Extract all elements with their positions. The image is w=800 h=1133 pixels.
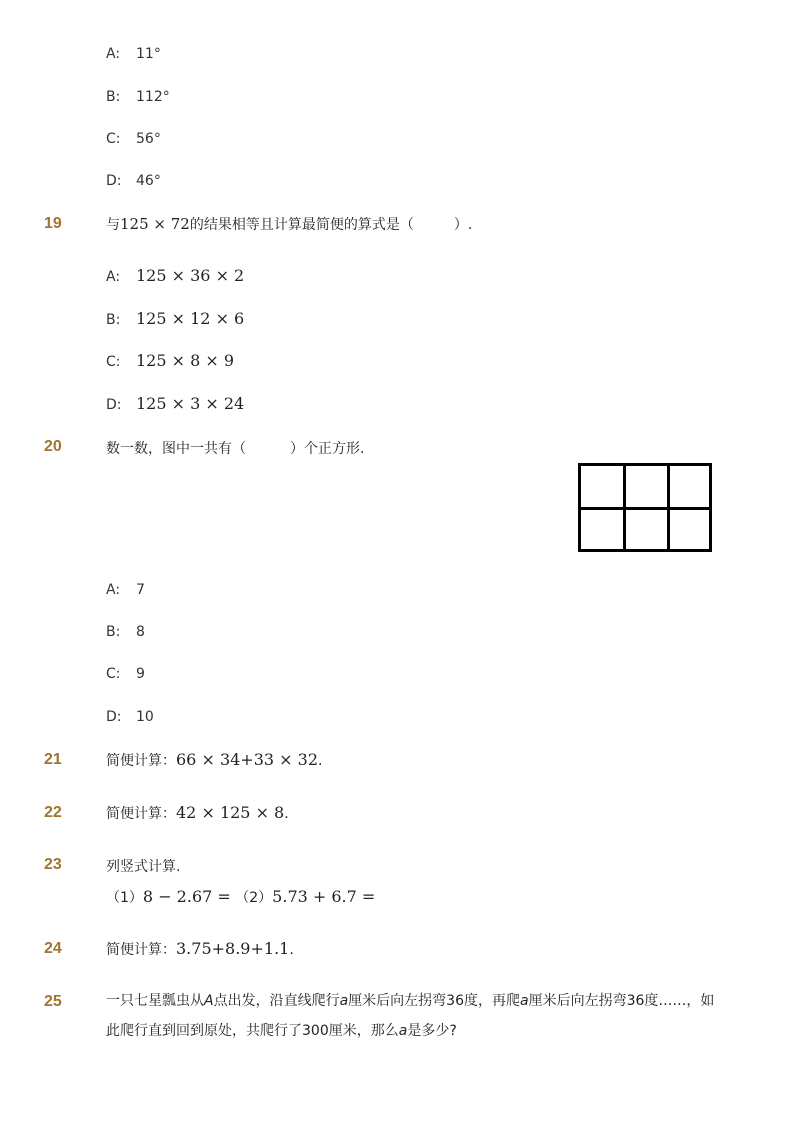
question-number: 25 [44,993,62,1010]
question-number: 22 [44,804,62,821]
question-stem: 简便计算：3.75+8.9+1.1. [106,939,294,958]
option-c[interactable]: C: 125 × 8 × 9 [106,351,235,370]
grid-cell [667,463,712,510]
option-a[interactable]: A: 11° [106,46,161,62]
grid-cell [623,507,670,552]
option-b[interactable]: B: 8 [106,624,145,640]
question-stem: 简便计算：66 × 34+33 × 32. [106,750,323,769]
option-d[interactable]: D: 10 [106,709,154,725]
option-a[interactable]: A: 125 × 36 × 2 [106,266,245,285]
question-stem: 与125 × 72的结果相等且计算最简便的算式是（ ）. [106,215,473,233]
grid-cell [578,463,626,510]
question-number: 23 [44,856,62,873]
question-subparts: （1）8 − 2.67 = （2）5.73 + 6.7 = [106,887,376,906]
question-number: 24 [44,940,62,957]
option-b[interactable]: B: 125 × 12 × 6 [106,309,245,328]
option-b[interactable]: B: 112° [106,89,170,105]
question-number: 21 [44,751,62,768]
option-d[interactable]: D: 46° [106,173,161,189]
option-a[interactable]: A: 7 [106,582,145,598]
option-d[interactable]: D: 125 × 3 × 24 [106,394,245,413]
grid-cell [667,507,712,552]
option-c[interactable]: C: 56° [106,131,161,147]
question-stem: 数一数，图中一共有（ ）个正方形. [106,441,365,457]
question-stem: 列竖式计算. [106,859,181,875]
question-number: 20 [44,438,62,455]
question-number: 19 [44,215,62,232]
question-line: 此爬行直到回到原处，共爬行了300厘米，那么a是多少? [106,1023,457,1039]
question-stem: 简便计算：42 × 125 × 8. [106,803,289,822]
square-grid-figure [578,463,712,552]
question-stem [106,986,726,1046]
question-line: 一只七星瓢虫从A点出发，沿直线爬行a厘米后向左拐弯36度，再爬a厘米后向左拐弯36度……，如 [106,993,715,1009]
grid-cell [578,507,626,552]
grid-cell [623,463,670,510]
option-c[interactable]: C: 9 [106,666,145,682]
